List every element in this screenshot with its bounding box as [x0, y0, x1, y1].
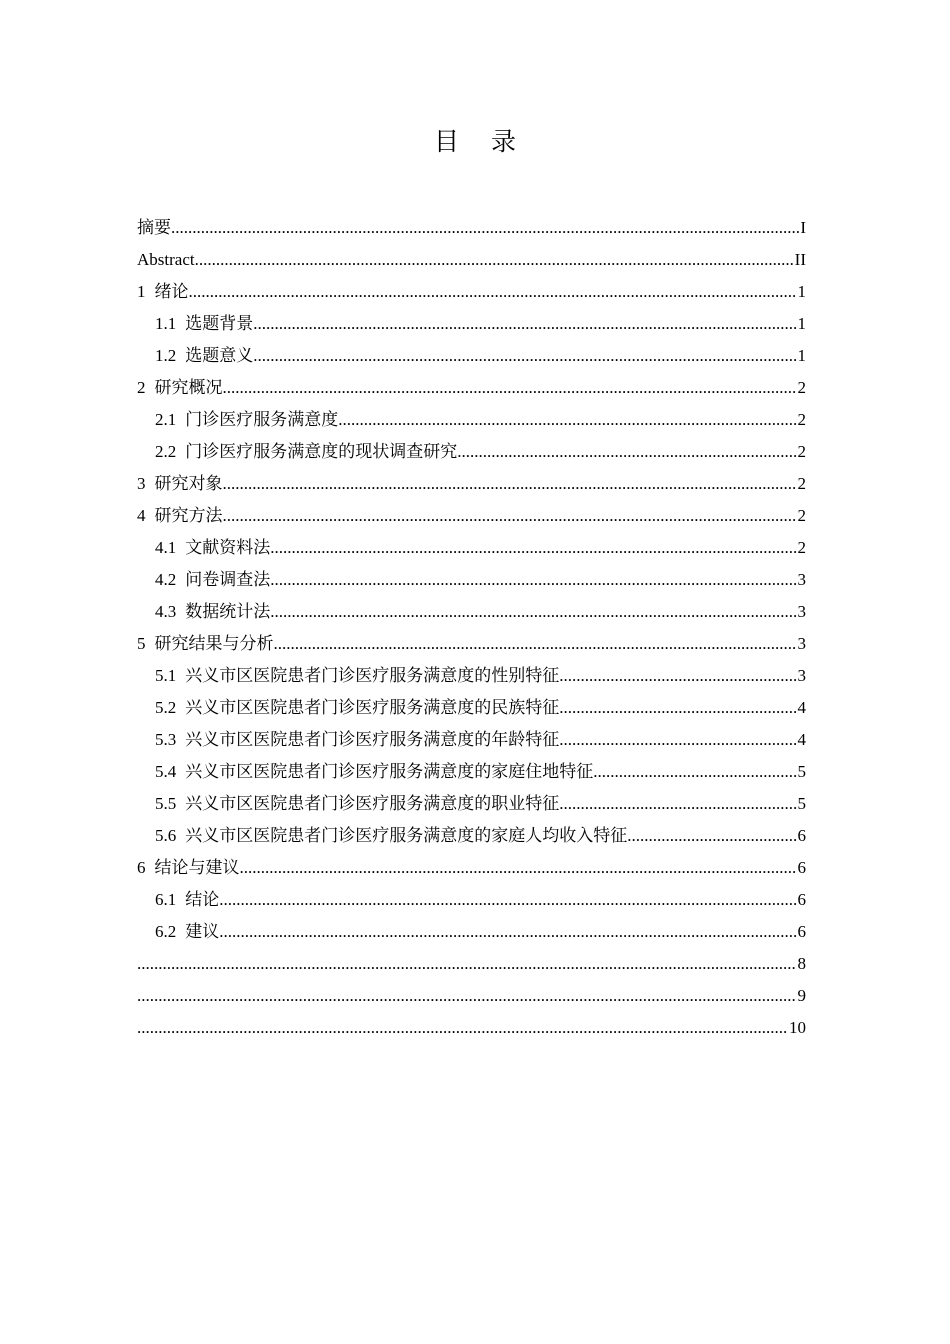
toc-entry[interactable]	[137, 628, 806, 660]
toc-entry-label: 建议	[185, 922, 220, 942]
toc-entry-page-number: II	[794, 250, 806, 269]
toc-entry[interactable]	[137, 276, 806, 308]
toc-entry-page-number: 5	[797, 762, 806, 781]
dot-leader	[137, 948, 797, 980]
toc-entry-label: 门诊医疗服务满意度	[185, 410, 339, 430]
dot-leader	[137, 1012, 788, 1044]
toc-entry[interactable]	[137, 820, 806, 852]
dot-leader	[338, 404, 796, 436]
toc-entry-label: 研究概况	[154, 378, 223, 398]
dot-leader	[253, 340, 796, 372]
toc-entry[interactable]	[137, 212, 806, 244]
toc-entry-number: 2.1	[155, 410, 177, 429]
toc-entry-number: 5.4	[155, 762, 177, 781]
toc-entry-page-number: 5	[797, 794, 806, 813]
toc-entry-number: 5.1	[155, 666, 177, 685]
toc-entry-page-number: 8	[797, 954, 806, 973]
toc-entry-number: 2.2	[155, 442, 177, 461]
toc-entry-label: 文献资料法	[185, 538, 271, 558]
toc-entry-page-number: 2	[797, 442, 806, 461]
toc-entry[interactable]	[137, 948, 806, 980]
dot-leader	[270, 596, 796, 628]
toc-entry-number: 1	[137, 282, 146, 301]
dot-leader	[189, 276, 797, 308]
toc-entry[interactable]	[137, 724, 806, 756]
toc-entry-label: Abstract	[137, 250, 195, 269]
toc-entry[interactable]	[137, 596, 806, 628]
toc-entry[interactable]	[137, 436, 806, 468]
toc-entry[interactable]	[137, 468, 806, 500]
toc-entry-page-number: 6	[797, 826, 806, 845]
toc-entry-label: 摘要	[137, 218, 171, 238]
toc-entry-number: 6.2	[155, 922, 177, 941]
page-title: 目 录	[434, 127, 528, 156]
toc-entry-page-number: 6	[797, 890, 806, 909]
dot-leader	[253, 308, 796, 340]
toc-entry-label: 结论	[185, 890, 220, 910]
toc-entry[interactable]	[137, 1012, 806, 1044]
toc-entry[interactable]	[137, 564, 806, 596]
toc-entry[interactable]	[137, 788, 806, 820]
toc-entry-page-number: 4	[797, 730, 806, 749]
toc-entry-page-number: 3	[797, 570, 806, 589]
toc-entry-number: 5.3	[155, 730, 177, 749]
toc-entry-number: 4.2	[155, 570, 177, 589]
toc-entry-number: 1.2	[155, 346, 177, 365]
toc-entry-label: 研究结果与分析	[154, 634, 274, 654]
toc-entry-page-number: 1	[797, 282, 806, 301]
toc-entry-number: 4	[137, 506, 146, 525]
dot-leader	[270, 564, 796, 596]
toc-entry-label: 兴义市区医院患者门诊医疗服务满意度的性别特征	[185, 666, 560, 686]
dot-leader	[240, 852, 797, 884]
toc-entry-label: 问卷调查法	[185, 570, 271, 590]
toc-entry-number: 4.3	[155, 602, 177, 621]
toc-entry-label: 兴义市区医院患者门诊医疗服务满意度的年龄特征	[185, 730, 560, 750]
toc-entry[interactable]	[137, 756, 806, 788]
toc-entry[interactable]	[137, 500, 806, 532]
toc-entry-number: 5.2	[155, 698, 177, 717]
toc-entry[interactable]	[137, 308, 806, 340]
toc-entry-page-number: 2	[797, 538, 806, 557]
dot-leader	[223, 372, 797, 404]
toc-entry[interactable]	[137, 372, 806, 404]
toc-entry-label: 数据统计法	[185, 602, 271, 622]
toc-entry-label: 选题意义	[185, 346, 254, 366]
toc-entry-label: 选题背景	[185, 314, 254, 334]
toc-entry-number: 1.1	[155, 314, 177, 333]
dot-leader	[627, 820, 796, 852]
dot-leader	[223, 468, 797, 500]
table-of-contents	[137, 212, 806, 1044]
toc-entry-page-number: I	[800, 218, 806, 237]
toc-entry-label: 兴义市区医院患者门诊医疗服务满意度的民族特征	[185, 698, 560, 718]
toc-entry-number: 2	[137, 378, 146, 397]
toc-entry-number: 3	[137, 474, 146, 493]
toc-entry[interactable]	[137, 852, 806, 884]
toc-entry-label: 兴义市区医院患者门诊医疗服务满意度的家庭住地特征	[185, 762, 594, 782]
toc-entry-page-number: 2	[797, 506, 806, 525]
dot-leader	[559, 724, 796, 756]
toc-entry-label: 绪论	[154, 282, 189, 302]
toc-entry-page-number: 9	[797, 986, 806, 1005]
toc-entry-page-number: 2	[797, 378, 806, 397]
dot-leader	[223, 500, 797, 532]
toc-entry[interactable]	[137, 692, 806, 724]
dot-leader	[219, 916, 796, 948]
toc-entry-number: 5.5	[155, 794, 177, 813]
dot-leader	[137, 980, 797, 1012]
toc-entry[interactable]	[137, 884, 806, 916]
dot-leader	[593, 756, 796, 788]
dot-leader	[195, 244, 794, 276]
toc-entry-number: 6.1	[155, 890, 177, 909]
dot-leader	[219, 884, 796, 916]
toc-entry-number: 6	[137, 858, 146, 877]
toc-entry-page-number: 4	[797, 698, 806, 717]
toc-entry-label: 研究方法	[154, 506, 223, 526]
toc-entry[interactable]	[137, 532, 806, 564]
toc-entry-page-number: 3	[797, 602, 806, 621]
dot-leader	[559, 692, 796, 724]
toc-entry[interactable]	[137, 244, 806, 276]
toc-entry-page-number: 1	[797, 346, 806, 365]
toc-entry-page-number: 3	[797, 634, 806, 653]
toc-entry-label: 兴义市区医院患者门诊医疗服务满意度的家庭人均收入特征	[185, 826, 628, 846]
toc-entry[interactable]	[137, 340, 806, 372]
toc-entry-page-number: 1	[797, 314, 806, 333]
toc-entry-label: 门诊医疗服务满意度的现状调查研究	[185, 442, 458, 462]
toc-entry-number: 4.1	[155, 538, 177, 557]
toc-entry[interactable]	[137, 980, 806, 1012]
toc-entry-page-number: 3	[797, 666, 806, 685]
toc-entry-page-number: 10	[789, 1018, 806, 1037]
toc-entry[interactable]	[137, 404, 806, 436]
dot-leader	[274, 628, 797, 660]
dot-leader	[270, 532, 796, 564]
toc-entry-page-number: 6	[797, 922, 806, 941]
toc-entry[interactable]	[137, 660, 806, 692]
toc-entry-page-number: 6	[797, 858, 806, 877]
dot-leader	[457, 436, 796, 468]
toc-entry-label: 兴义市区医院患者门诊医疗服务满意度的职业特征	[185, 794, 560, 814]
dot-leader	[559, 660, 796, 692]
toc-entry-page-number: 2	[797, 410, 806, 429]
toc-entry[interactable]	[137, 916, 806, 948]
toc-entry-label: 研究对象	[154, 474, 223, 494]
toc-entry-label: 结论与建议	[154, 858, 240, 878]
toc-entry-number: 5	[137, 634, 146, 653]
toc-entry-page-number: 2	[797, 474, 806, 493]
dot-leader	[171, 212, 799, 244]
dot-leader	[559, 788, 796, 820]
toc-entry-number: 5.6	[155, 826, 177, 845]
